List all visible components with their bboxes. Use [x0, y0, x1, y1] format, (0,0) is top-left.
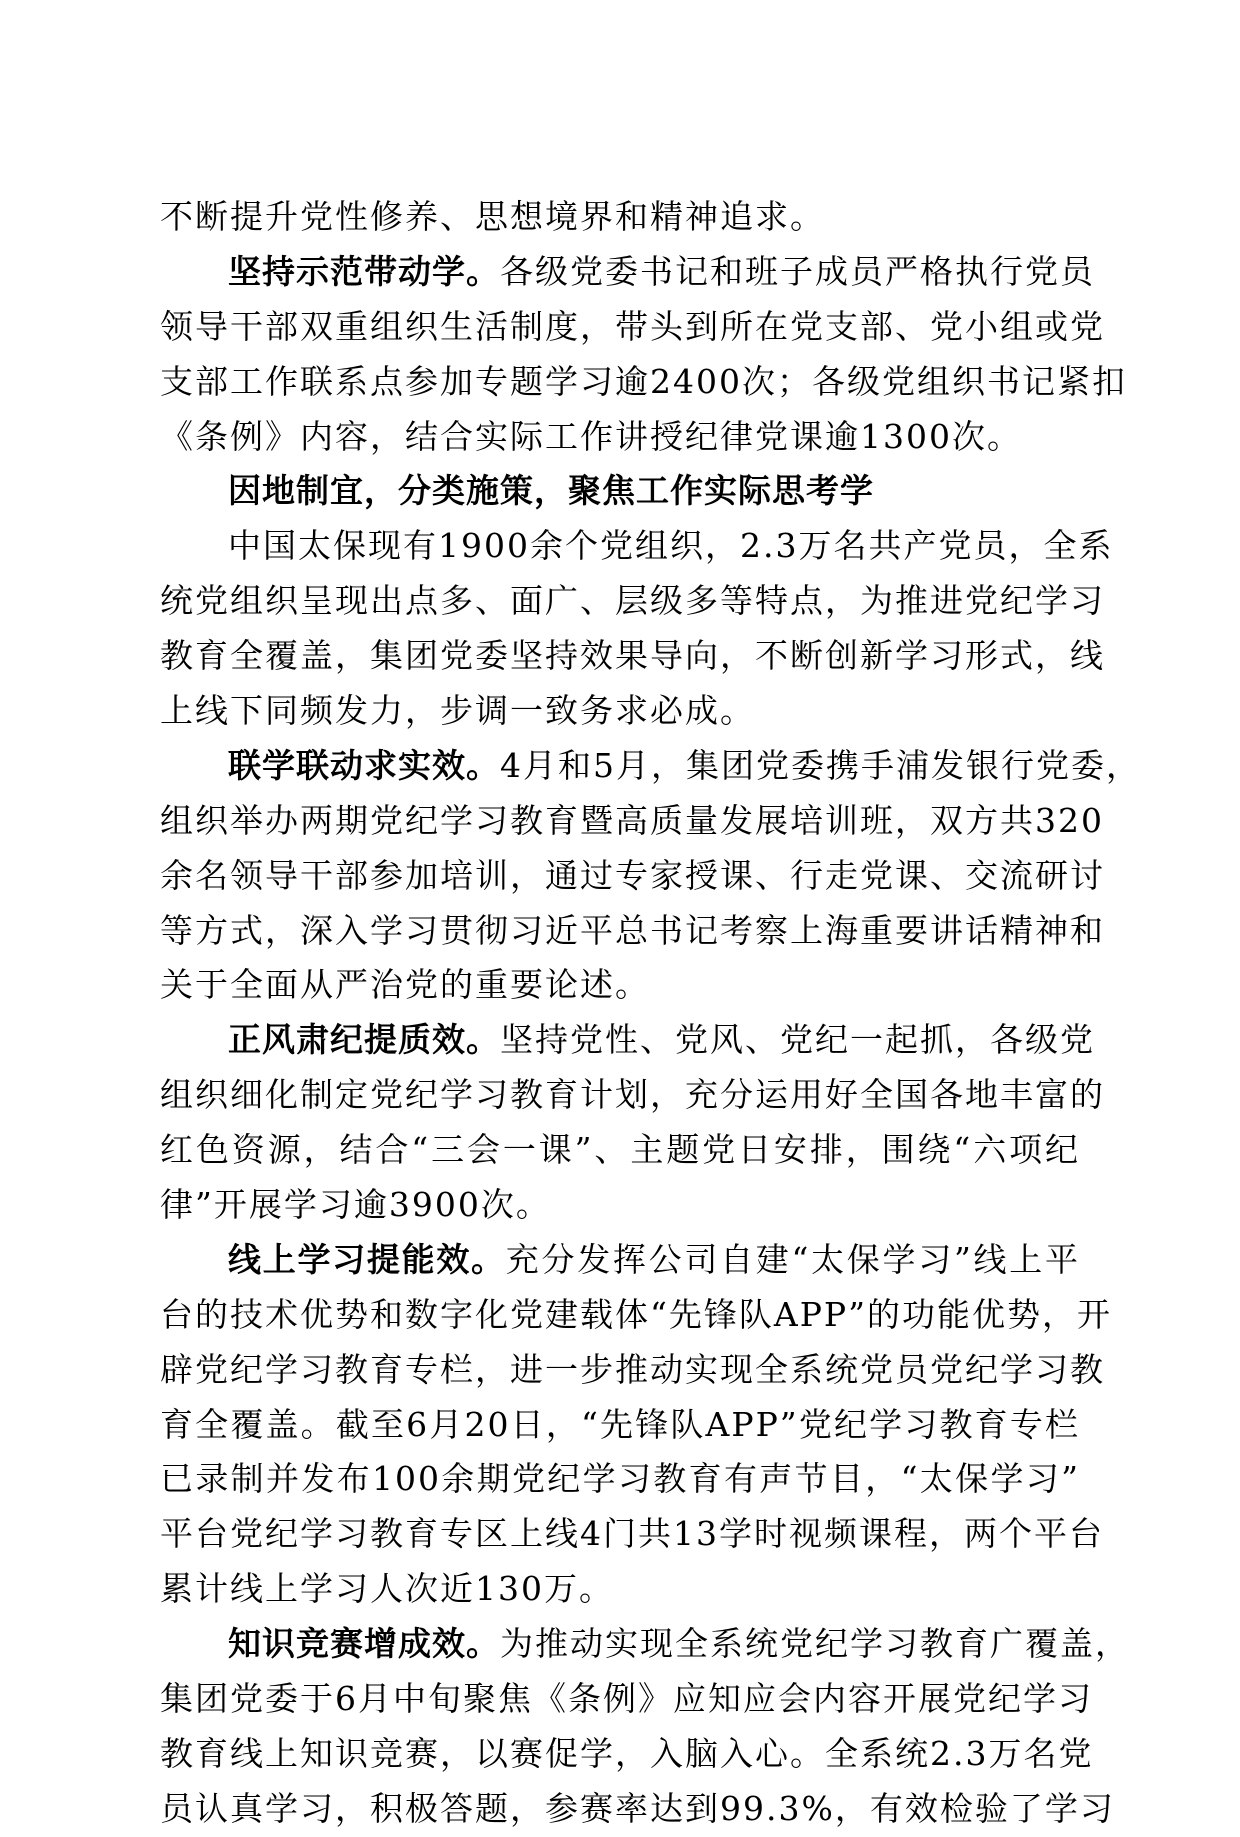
text-line: 等方式，深入学习贯彻习近平总书记考察上海重要讲话精神和 — [160, 910, 1105, 950]
paragraph-overview — [160, 519, 1114, 739]
text-line-rest: 为推动实现全系统党纪学习教育广覆盖， — [500, 1624, 1130, 1664]
text-line: 教育全覆盖，集团党委坚持效果导向，不断创新学习形式，线 — [160, 636, 1105, 676]
paragraph-lead: 知识竞赛增成效。 — [228, 1624, 500, 1664]
paragraph-demonstration — [160, 245, 1127, 465]
text-line: 平台党纪学习教育专区上线4门共13学时视频课程，两个平台 — [160, 1514, 1104, 1554]
document-body — [160, 190, 1141, 1837]
text-line: 累计线上学习人次近130万。 — [160, 1569, 614, 1609]
paragraph-knowledge-contest — [160, 1617, 1130, 1837]
heading-text: 因地制宜，分类施策，聚焦工作实际思考学 — [228, 471, 874, 511]
text-line — [160, 739, 1141, 794]
text-line: 员认真学习，积极答题，参赛率达到99.3%，有效检验了学习 — [160, 1788, 1115, 1828]
paragraph-continuation — [160, 190, 1080, 245]
text-line: 育全覆盖。截至6月20日，“先锋队APP”党纪学习教育专栏 — [160, 1404, 1080, 1444]
text-line: 关于全面从严治党的重要论述。 — [160, 965, 650, 1005]
text-line — [160, 245, 1095, 300]
text-line: 《条例》内容，结合实际工作讲授纪律党课逾1300次。 — [160, 416, 1022, 456]
text-line: 组织举办两期党纪学习教育暨高质量发展培训班，双方共320 — [160, 800, 1104, 840]
text-line: 律”开展学习逾3900次。 — [160, 1185, 551, 1225]
section-heading — [160, 464, 1080, 519]
paragraph-lead: 坚持示范带动学。 — [228, 251, 500, 291]
text-line: 红色资源，结合“三会一课”、主题党日安排，围绕“六项纪 — [160, 1130, 1080, 1170]
text-line: 上线下同频发力，步调一致务求必成。 — [160, 691, 755, 731]
text-line-rest: 4月和5月，集团党委携手浦发银行党委， — [500, 745, 1141, 785]
paragraph-lead: 联学联动求实效。 — [228, 745, 500, 785]
text-line: 统党组织呈现出点多、面广、层级多等特点，为推进党纪学习 — [160, 581, 1105, 621]
paragraph-lead: 线上学习提能效。 — [228, 1239, 506, 1279]
paragraph-joint-study — [160, 739, 1141, 1013]
text-line-rest: 各级党委书记和班子成员严格执行党员 — [500, 251, 1095, 291]
text-line: 不断提升党性修养、思想境界和精神追求。 — [160, 197, 825, 236]
text-line: 领导干部双重组织生活制度，带头到所在党支部、党小组或党 — [160, 306, 1105, 346]
paragraph-discipline — [160, 1013, 1105, 1233]
paragraph-lead: 正风肃纪提质效。 — [228, 1020, 500, 1060]
text-line: 余名领导干部参加培训，通过专家授课、行走党课、交流研讨 — [160, 855, 1105, 895]
text-line: 中国太保现有1900余个党组织，2.3万名共产党员，全系 — [228, 526, 1114, 566]
text-line: 已录制并发布100余期党纪学习教育有声节目，“太保学习” — [160, 1459, 1080, 1499]
text-line — [160, 1617, 1130, 1672]
text-line: 教育线上知识竞赛，以赛促学，入脑入心。全系统2.3万名党 — [160, 1733, 1094, 1773]
text-line: 集团党委于6月中旬聚焦《条例》应知应会内容开展党纪学习 — [160, 1679, 1093, 1719]
text-line: 支部工作联系点参加专题学习逾2400次；各级党组织书记紧扣 — [160, 361, 1127, 401]
text-line — [160, 1233, 1080, 1288]
text-line: 台的技术优势和数字化党建载体“先锋队APP”的功能优势，开 — [160, 1294, 1112, 1334]
text-line — [160, 1013, 1095, 1068]
text-line: 组织细化制定党纪学习教育计划，充分运用好全国各地丰富的 — [160, 1075, 1105, 1115]
text-line-rest: 充分发挥公司自建“太保学习”线上平 — [505, 1239, 1080, 1279]
paragraph-online-learning — [160, 1233, 1112, 1617]
text-line-rest: 坚持党性、党风、党纪一起抓，各级党 — [500, 1020, 1095, 1060]
text-line: 辟党纪学习教育专栏，进一步推动实现全系统党员党纪学习教 — [160, 1349, 1105, 1389]
